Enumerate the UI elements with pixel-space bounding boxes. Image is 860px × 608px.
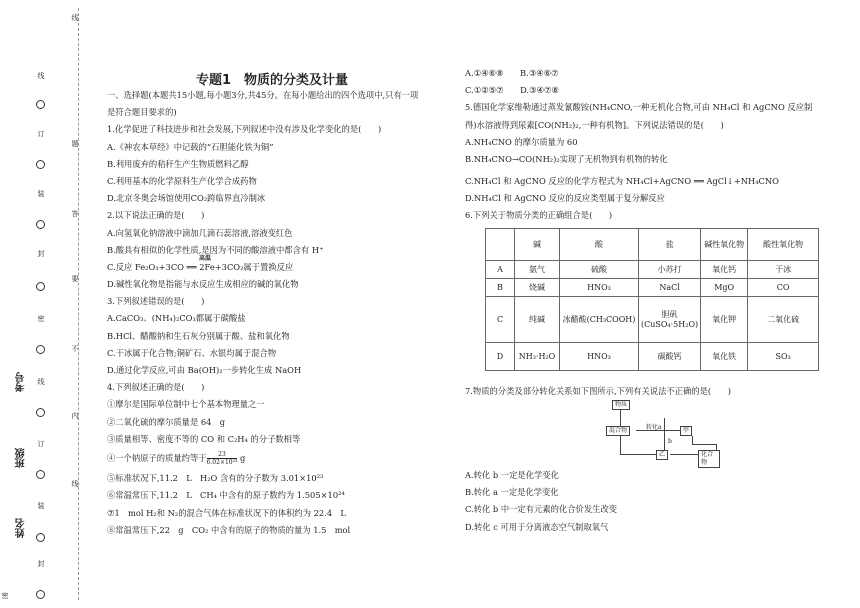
q1-option-d: D.北京冬奥会场馆使用CO₂跨临界直冷制冰 <box>107 193 266 204</box>
fraction-numerator: 23 <box>207 451 238 459</box>
q4-option-d: D.③④⑦⑧ <box>520 85 559 96</box>
margin-char: 线 <box>71 14 79 22</box>
right-column <box>465 68 813 228</box>
diagram-line <box>716 444 717 450</box>
table-cell: 烧碱 <box>515 279 560 297</box>
q4-statement-2: ②二氧化硫的摩尔质量是 64 g <box>107 416 226 427</box>
q6-stem: 6.下列关于物质分类的正确组合是( ) <box>465 210 613 221</box>
diagram-line <box>670 454 698 455</box>
binding-hole <box>36 220 45 229</box>
binding-hole <box>36 590 45 599</box>
q4-statement-3: ③质量相等、密度不等的 CO 和 C₂H₄ 的分子数相等 <box>107 433 301 444</box>
fraction <box>207 451 238 466</box>
margin-char: 装 <box>37 502 45 510</box>
section-heading-cont: 是符合题目要求的) <box>107 107 177 118</box>
margin-char: 线 <box>37 72 45 80</box>
table-header: 碱 <box>515 229 560 261</box>
table-cell: CO <box>748 279 819 297</box>
q7-option-b: B.转化 a 一定是化学变化 <box>465 487 559 498</box>
diagram-label-a: 转化a <box>646 424 662 431</box>
q3-option-c: C.干冰属于化合物;铜矿石、水银均属于混合物 <box>107 347 277 358</box>
q5-option-b: B.NH₄CNO→CO(NH₂)₂实现了无机物到有机物的转化 <box>465 153 668 164</box>
classification-table <box>485 228 819 371</box>
table-row <box>486 261 819 279</box>
table-cell: 纯碱 <box>515 297 560 343</box>
margin-char: 答 <box>71 210 79 218</box>
table-header: 酸 <box>560 229 639 261</box>
q7-option-a: A.转化 b 一定是化学变化 <box>465 470 559 480</box>
q4-statement-7: ⑦1 mol H₂和 N₂的混合气体在标准状况下的体积约为 22.4 L <box>107 507 346 518</box>
margin-char: 密 <box>37 315 45 323</box>
binding-hole <box>36 282 45 291</box>
q5-stem: 5.德国化学家维勒通过蒸发氰酸铵(NH₄CNO,一种无机化合物,可由 NH₄Cl 和 AgCNO 反应制 <box>465 102 813 113</box>
class-label: 班级 <box>16 448 27 468</box>
diagram-label-b: b <box>668 438 672 445</box>
q7-options <box>465 470 810 539</box>
table-cell: NH₃·H₂O <box>515 343 560 371</box>
q4-s4-pre: ④一个钠原子的质量约等于 <box>107 452 207 463</box>
margin-char: 封 <box>37 560 45 568</box>
diagram-line <box>620 454 656 455</box>
page-title: 专题1 物质的分类及计量 <box>196 73 349 88</box>
diagram-node-mixture: 混合物 <box>606 426 630 436</box>
margin-char: 要 <box>71 275 79 283</box>
table-cell: B <box>486 279 515 297</box>
margin-char: 密 <box>1 592 9 600</box>
binding-hole <box>36 100 45 109</box>
q1-option-b: B.利用废弃的秸秆生产生物质燃料乙醇 <box>107 158 249 169</box>
table-header: 盐 <box>639 229 701 261</box>
q4-options <box>465 68 810 78</box>
q3-stem: 3.下列叙述错误的是( ) <box>107 296 205 307</box>
q5-option-d: D.NH₄Cl 和 AgCNO 反应的反应类型属于复分解反应 <box>465 193 665 204</box>
margin-char: 装 <box>37 190 45 198</box>
section-heading: 一、选择题(本题共15小题,每小题3分,共45分。在每小题给出的四个选项中,只有一项 <box>107 90 419 100</box>
diagram-line <box>620 410 621 426</box>
diagram-line <box>664 418 665 454</box>
margin-char: 不 <box>71 345 79 353</box>
table-cell: HNO₃ <box>560 279 639 297</box>
table-row <box>486 297 819 343</box>
name-label: 姓名 <box>16 518 27 538</box>
q4-statement-6: ⑥常温常压下,11.2 L CH₄ 中含有的原子数约为 1.505×10²⁴ <box>107 490 345 501</box>
q2-option-d: D.碱性氧化物是指能与水反应生成相应的碱的氧化物 <box>107 279 299 290</box>
margin-char: 内 <box>71 412 79 420</box>
fraction-denominator: 6.02×10²³ <box>206 458 238 466</box>
binding-hole <box>36 408 45 417</box>
table-header: 酸性氧化物 <box>748 229 819 261</box>
q4-s4-post: g <box>237 452 246 463</box>
table-cell: 氧化钙 <box>701 261 748 279</box>
diagram-line <box>692 444 716 445</box>
q1-stem: 1.化学促进了科技进步和社会发展,下列叙述中没有涉及化学变化的是( ) <box>107 124 382 135</box>
diagram-line <box>692 436 693 444</box>
table-row <box>486 279 819 297</box>
q2-stem: 2.以下说法正确的是( ) <box>107 210 205 221</box>
margin-char: 线 <box>37 378 45 386</box>
q4-option-c: C.①②⑤⑦ <box>465 85 504 96</box>
diagram-node-substance: 物质 <box>612 400 630 410</box>
diagram-node-compound: 化合物 <box>698 450 720 468</box>
binding-line <box>78 8 79 600</box>
margin-char: 订 <box>37 440 45 448</box>
q4-option-a: A.①④⑥⑧ <box>465 68 504 78</box>
table-header <box>486 229 515 261</box>
q7-stem: 7.物质的分类及部分转化关系如下图所示,下列有关说法不正确的是( ) <box>465 386 731 396</box>
table-header: 碱性氧化物 <box>701 229 748 261</box>
q5-stem-cont: 得)水溶液得到尿素[CO(NH₂)₂,一种有机物]。下列说法错误的是( ) <box>465 119 724 130</box>
binding-margin <box>0 0 90 608</box>
q3-option-b: B.HCl、醋酸钠和生石灰分别属于酸、盐和氧化物 <box>107 330 290 341</box>
margin-char: 线 <box>71 480 79 488</box>
margin-char: 题 <box>71 140 79 148</box>
table-cell: 二氧化硫 <box>748 297 819 343</box>
q4-options-2 <box>465 85 810 95</box>
table-cell: NaCl <box>639 279 701 297</box>
binding-hole <box>36 345 45 354</box>
exam-no-label: 考号 <box>16 372 27 392</box>
q2-option-c-text: C.反应 Fe₂O₃+3CO ══ 2Fe+3CO₂属于置换反应 <box>107 261 294 272</box>
table-cell: 干冰 <box>748 261 819 279</box>
q4-stem: 4.下列叙述正确的是( ) <box>107 382 205 393</box>
binding-hole <box>36 533 45 542</box>
table-row <box>486 343 819 371</box>
q2-option-a: A.向氢氧化钠溶液中滴加几滴石蕊溶液,溶液变红色 <box>107 227 293 238</box>
table-cell: 氧化钾 <box>701 297 748 343</box>
q7-option-c: C.转化 b 中一定有元素的化合价发生改变 <box>465 504 618 515</box>
margin-char: 订 <box>37 130 45 138</box>
q3-option-a: A.CaCO₃、(NH₄)₂CO₃都属于碳酸盐 <box>107 313 246 324</box>
table-cell: MgO <box>701 279 748 297</box>
table-row <box>486 229 819 261</box>
reaction-condition: 高温 <box>199 254 212 262</box>
table-cell: A <box>486 261 515 279</box>
table-cell: 小苏打 <box>639 261 701 279</box>
conversion-diagram <box>600 398 720 464</box>
table-cell: 氨气 <box>515 261 560 279</box>
q4-statement-5: ⑤标准状况下,11.2 L H₂O 含有的分子数为 3.01×10²³ <box>107 473 324 484</box>
table-cell: 硫酸 <box>560 261 639 279</box>
q1-option-a: A.《神农本草经》中记载的“石胆能化铁为铜” <box>107 141 274 152</box>
q4-option-b: B.③④⑥⑦ <box>520 68 559 78</box>
q3-option-d: D.通过化学反应,可由 Ba(OH)₂一步转化生成 NaOH <box>107 365 302 375</box>
q7-option-d: D.转化 c 可用于分离液态空气制取氧气 <box>465 521 609 532</box>
binding-hole <box>36 160 45 169</box>
q5-option-a: A.NH₄CNO 的摩尔质量为 60 <box>465 136 578 147</box>
left-column <box>107 90 452 542</box>
q2-option-c <box>107 254 452 272</box>
q5-option-c: C.NH₄Cl 和 AgCNO 反应的化学方程式为 NH₄Cl+AgCNO ══ AgCl↓+NH₄CNO <box>465 175 779 186</box>
q4-statement-4 <box>107 451 452 466</box>
margin-char: 封 <box>37 250 45 258</box>
table-cell: 氧化铁 <box>701 343 748 371</box>
q2-option-b: B.酸具有相似的化学性质,是因为不同的酸溶液中都含有 H⁺ <box>107 244 324 255</box>
q1-option-c: C.利用基本的化学原料生产化学合成药物 <box>107 175 257 186</box>
diagram-line <box>620 436 621 454</box>
q4-statement-8: ⑧常温常压下,22 g CO₂ 中含有的原子的物质的量为 1.5 mol <box>107 524 351 535</box>
table-cell: 冰醋酸(CH₃COOH) <box>560 297 639 343</box>
table-cell: 碳酸钙 <box>639 343 701 371</box>
diagram-node-yi: 乙 <box>656 450 668 460</box>
table-cell: HNO₃ <box>560 343 639 371</box>
table-cell: SO₃ <box>748 343 819 371</box>
table-cell: D <box>486 343 515 371</box>
binding-hole <box>36 470 45 479</box>
table-cell: C <box>486 297 515 343</box>
diagram-node-jia: 甲 <box>680 426 692 436</box>
table-cell: 胆矾(CuSO₄·5H₂O) <box>639 297 701 343</box>
q4-statement-1: ①摩尔是国际单位制中七个基本物理量之一 <box>107 399 265 410</box>
